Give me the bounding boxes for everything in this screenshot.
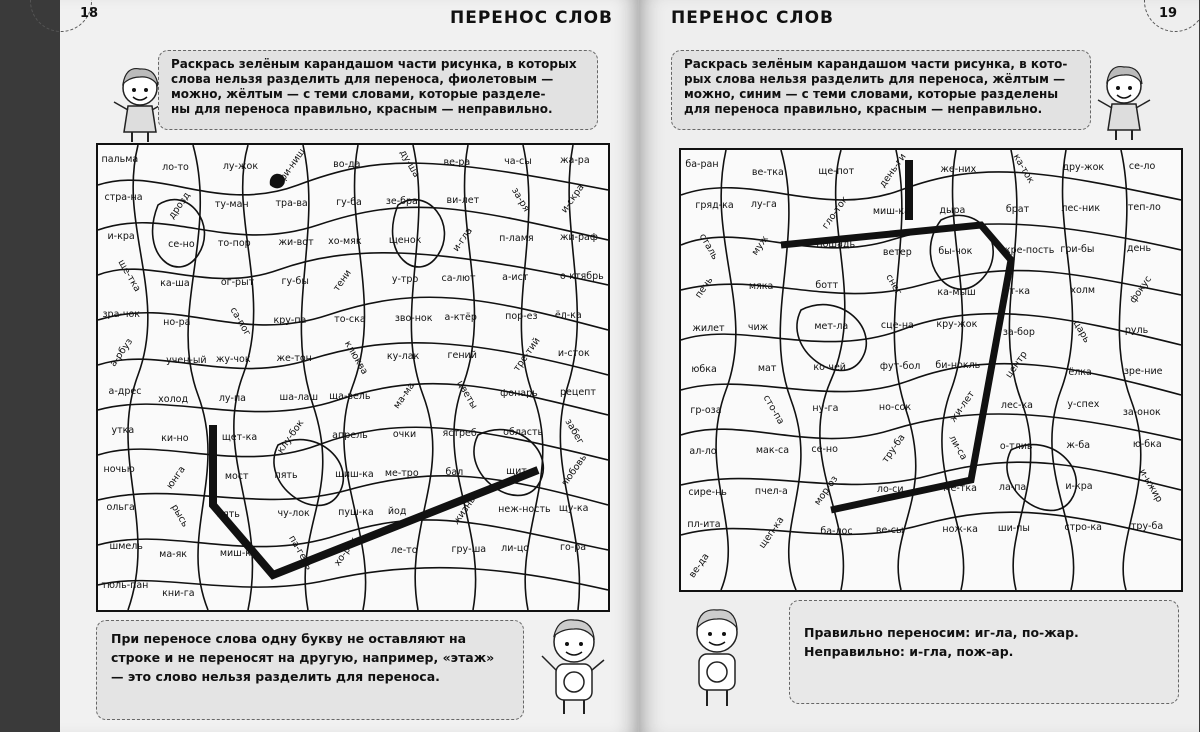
puzzle-word: же-тон xyxy=(276,353,312,365)
puzzle-word: пальма xyxy=(101,153,139,165)
puzzle-word: се-но xyxy=(811,444,838,455)
puzzle-word: ут-ка xyxy=(1003,286,1031,297)
puzzle-word: дрозд xyxy=(166,190,193,222)
puzzle-word: о-ктябрь xyxy=(560,270,604,282)
girl-with-sign-illustration-icon xyxy=(681,602,753,712)
puzzle-word: ко-чей xyxy=(813,362,846,373)
puzzle-word: холод xyxy=(158,394,189,406)
puzzle-word: ве-да xyxy=(687,551,712,581)
puzzle-word: а-дрес xyxy=(108,386,142,398)
puzzle-word: ёлка xyxy=(1068,367,1092,378)
puzzle-word: гу-ба xyxy=(336,197,362,209)
puzzle-word: жи-лет xyxy=(948,388,978,425)
puzzle-word: ма-як xyxy=(159,549,188,561)
puzzle-word: ло-си xyxy=(876,484,904,495)
puzzle-word: то-пор xyxy=(217,238,251,250)
coloring-puzzle xyxy=(679,148,1183,592)
puzzle-word: ка-ша xyxy=(160,277,190,289)
puzzle-word: за-онок xyxy=(1122,407,1161,418)
puzzle-word: ну-га xyxy=(812,403,839,414)
puzzle-word: о-тлив xyxy=(999,441,1033,452)
task-line: для переноса правильно, красным — неправильно. xyxy=(684,102,1043,116)
puzzle-word: руль xyxy=(1124,325,1149,336)
puzzle-word: и-скра xyxy=(558,182,587,216)
note-correct: Правильно переносим: иг-ла, по-жар. xyxy=(804,625,1079,640)
puzzle-word: у-спех xyxy=(1067,399,1100,410)
puzzle-word: ша-лаш xyxy=(279,392,319,404)
puzzle-word: ту-ман xyxy=(214,199,249,211)
puzzle-word: щу-ка xyxy=(558,503,589,515)
puzzle-word: ши-пы xyxy=(997,523,1030,534)
puzzle-word: и-нжир xyxy=(1136,467,1165,505)
puzzle-word: миш-ка xyxy=(219,548,257,560)
puzzle-word: но-сок xyxy=(878,402,912,413)
puzzle-word: щит xyxy=(506,465,527,477)
puzzle-word: а-ист xyxy=(502,271,529,283)
puzzle-word: ветер xyxy=(882,247,912,258)
puzzle-word: тра-ва xyxy=(275,198,308,210)
puzzle-word: ка-мыш xyxy=(937,287,976,298)
puzzle-word: центр xyxy=(1003,349,1030,381)
puzzle-word: гр-оза xyxy=(690,405,722,416)
girl-illustration-icon xyxy=(1094,62,1154,144)
puzzle-word: лес-ник xyxy=(1061,203,1101,214)
puzzle-word: холм xyxy=(1070,285,1096,296)
puzzle-word: лес-ка xyxy=(1000,400,1034,411)
puzzle-word: цветы xyxy=(453,378,479,411)
puzzle-word: клу-бок xyxy=(274,417,306,456)
puzzle-word: щет-ка xyxy=(221,431,258,443)
puzzle-word: неж-ность xyxy=(498,504,551,516)
puzzle-word: день xyxy=(1126,243,1152,254)
puzzle-word: зво-нок xyxy=(394,312,433,324)
task-instruction xyxy=(158,50,598,130)
task-line: Раскрась зелёным карандашом части рисунка, в которых xyxy=(171,57,577,71)
puzzle-lines xyxy=(681,150,1181,590)
left-page xyxy=(60,0,639,732)
puzzle-word: и-кра xyxy=(1065,481,1093,492)
puzzle-word: печь xyxy=(693,275,716,301)
page-title: ПЕРЕНОС СЛОВ xyxy=(450,8,613,28)
puzzle-word: царь xyxy=(1071,318,1093,345)
puzzle-word: муж xyxy=(749,233,771,258)
puzzle-word: йод xyxy=(387,506,407,518)
puzzle-word: кре-пость xyxy=(1004,245,1055,256)
puzzle-word: шмель xyxy=(109,541,143,553)
puzzle-word: хо-мяк xyxy=(328,236,362,248)
puzzle-word: пять xyxy=(274,469,298,481)
puzzle-word: са-пог xyxy=(227,304,253,338)
puzzle-word: очки xyxy=(392,428,417,440)
task-line: Раскрась зелёным карандашом части рисунка, в кото- xyxy=(684,57,1068,71)
puzzle-word: ве-сы xyxy=(875,525,904,536)
puzzle-word: жа-ра xyxy=(560,154,590,166)
puzzle-word: лу-жок xyxy=(222,160,259,172)
puzzle-word: юнга xyxy=(164,463,188,491)
puzzle-word: мяка xyxy=(748,281,774,292)
puzzle-word: тюль-пан xyxy=(101,579,149,591)
puzzle-word: ястреб xyxy=(442,427,477,439)
puzzle-word: пчел-а xyxy=(754,486,788,497)
puzzle-word: во-да xyxy=(333,158,361,170)
puzzle-word: у-тро xyxy=(391,273,419,285)
puzzle-word: юбка xyxy=(691,364,717,375)
puzzle-word: снег xyxy=(883,272,904,298)
puzzle-word: кру-па xyxy=(273,314,307,326)
puzzle-word: пор-ез xyxy=(505,310,538,322)
note-incorrect: Неправильно: и-гла, пож-ар. xyxy=(804,644,1014,659)
puzzle-word: то-ска xyxy=(334,313,366,325)
puzzle-word: гри-бы xyxy=(1060,244,1095,255)
puzzle-word: гряд-ка xyxy=(695,200,734,211)
puzzle-word: ли-са xyxy=(946,433,970,463)
puzzle-word: гло-ток xyxy=(820,194,851,232)
puzzle-word: и-сток xyxy=(557,348,590,360)
puzzle-word: кру-жок xyxy=(936,319,978,330)
puzzle-word: пуш-ка xyxy=(338,507,374,519)
puzzle-word: ал-ло xyxy=(689,446,717,457)
puzzle-word: любовь xyxy=(558,451,589,489)
puzzle-word: утка xyxy=(111,424,135,436)
puzzle-word: тру-ба xyxy=(1130,521,1164,532)
task-instruction xyxy=(671,50,1091,130)
puzzle-word: сце-на xyxy=(880,320,914,331)
puzzle-word: ночью xyxy=(103,463,135,475)
puzzle-word: лу-га xyxy=(750,199,777,210)
puzzle-word: се-ло xyxy=(1128,161,1156,172)
puzzle-word: мат xyxy=(757,363,777,374)
puzzle-word: рысь xyxy=(168,502,191,530)
puzzle-word: се-но xyxy=(168,239,195,251)
puzzle-word: ще-тка xyxy=(115,257,143,294)
puzzle-word: жилет xyxy=(692,323,725,334)
puzzle-word: учен-ый xyxy=(166,355,207,367)
puzzle-word: тру-ба xyxy=(879,432,908,466)
puzzle-word: ки-но xyxy=(161,432,189,444)
puzzle-word: фи-ниш xyxy=(275,146,308,185)
puzzle-word: жу-чок xyxy=(215,354,251,366)
rule-note xyxy=(789,600,1179,704)
puzzle-word: же-них xyxy=(940,164,977,175)
puzzle-word: ка-ток xyxy=(1010,152,1037,186)
puzzle-word: ку-лак xyxy=(386,351,420,363)
puzzle-word: зра-чок xyxy=(102,308,140,320)
puzzle-word: п-ламя xyxy=(499,233,534,245)
puzzle-word: ща-вель xyxy=(329,391,371,403)
puzzle-word: ло-то xyxy=(162,161,189,173)
puzzle-word: жи-вот xyxy=(278,237,314,249)
puzzle-word: и-кра xyxy=(107,231,135,243)
rule-note: При переносе слова одну букву не оставляют на строке и не переносят на другую, например, «этаж» — это слово нельзя разделить для переноса. xyxy=(96,620,524,720)
puzzle-word: мак-са xyxy=(755,445,790,456)
puzzle-word: жи-раф xyxy=(559,232,598,244)
puzzle-word: ёл-ка xyxy=(554,309,582,321)
puzzle-word: ме-тро xyxy=(384,467,419,479)
puzzle-word: ве-ра xyxy=(443,156,471,168)
boy-illustration-icon xyxy=(538,612,610,720)
puzzle-word: клюква xyxy=(342,339,371,377)
puzzle-word: фонарь xyxy=(500,388,538,400)
puzzle-word: ботт xyxy=(815,280,839,291)
puzzle-word: щенок xyxy=(388,235,422,247)
puzzle-word: ба-лос xyxy=(820,526,853,537)
puzzle-word: но-ра xyxy=(163,316,191,328)
puzzle-word: са-лют xyxy=(441,272,476,284)
puzzle-word: лу-па xyxy=(218,393,246,405)
task-line: можно, жёлтым — с теми словами, которые разделе- xyxy=(171,87,546,101)
puzzle-word: жизнь xyxy=(450,494,478,528)
puzzle-word: сталь xyxy=(697,231,721,262)
puzzle-word: брат xyxy=(1005,204,1030,215)
puzzle-word: ду-ша xyxy=(397,147,422,180)
puzzle-word: стро-ка xyxy=(1064,522,1102,533)
puzzle-word: гений xyxy=(447,350,477,362)
puzzle-word: сире-нь xyxy=(688,487,727,498)
puzzle-word: фут-бол xyxy=(879,361,921,372)
puzzle-word: миш-ка xyxy=(872,206,910,217)
puzzle-word: ле-то xyxy=(390,545,418,557)
right-page xyxy=(639,0,1199,732)
puzzle-word: ще-пот xyxy=(818,166,855,177)
puzzle-word: дру-жок xyxy=(1062,162,1105,173)
puzzle-word: мор-оз xyxy=(812,473,841,508)
puzzle-word: ю-бка xyxy=(1132,439,1162,450)
puzzle-word: фокус xyxy=(1127,274,1154,306)
puzzle-word: ба-ран xyxy=(685,159,719,170)
puzzle-word: гру-ша xyxy=(451,544,487,556)
task-line: рых слова нельзя разделить для переноса, жёлтым — xyxy=(684,72,1066,86)
puzzle-word: бал xyxy=(445,466,464,478)
puzzle-word: сто-па xyxy=(760,393,787,427)
puzzle-word: и-гла xyxy=(450,225,475,254)
task-line: можно, синим — с теми словами, которые разделены xyxy=(684,87,1059,101)
puzzle-word: день-ги xyxy=(877,151,909,190)
puzzle-word: го-ра xyxy=(560,542,587,554)
puzzle-word: кни-га xyxy=(162,587,195,599)
puzzle-word: мост xyxy=(224,470,249,482)
puzzle-word: стра-на xyxy=(104,192,143,204)
puzzle-word: рецепт xyxy=(560,387,596,399)
puzzle-word: ча-сы xyxy=(504,155,532,167)
puzzle-word: зре-ние xyxy=(1123,366,1163,377)
puzzle-word: тре-тий xyxy=(511,336,543,375)
puzzle-word: ме-тка xyxy=(943,483,977,494)
puzzle-word: ви-лет xyxy=(446,195,480,207)
puzzle-word: за-ря xyxy=(509,186,532,215)
puzzle-word: бы-чок xyxy=(938,246,973,257)
task-line: слова нельзя разделить для переноса, фиолетовым — xyxy=(171,72,554,86)
puzzle-word: шиш-ка xyxy=(335,468,374,480)
puzzle-word: па-герь xyxy=(285,533,315,572)
puzzle-word: чиж xyxy=(747,322,769,333)
puzzle-word: мет-ла xyxy=(814,321,849,332)
puzzle-word: за-бор xyxy=(1002,327,1035,338)
puzzle-word: дыра xyxy=(939,205,966,216)
puzzle-word: область xyxy=(503,426,544,438)
puzzle-word: ольга xyxy=(106,502,135,514)
puzzle-word: ж-ба xyxy=(1066,440,1091,451)
puzzle-word: апрель xyxy=(332,429,368,441)
puzzle-word: а-ктёр xyxy=(444,311,477,323)
puzzle-word: щеп-ка xyxy=(756,514,787,551)
puzzle-word: чу-лок xyxy=(277,508,310,520)
puzzle-word: а-рбуз xyxy=(107,336,135,370)
open-book xyxy=(40,0,1190,732)
coloring-puzzle xyxy=(96,143,610,612)
task-line: ны для переноса правильно, красным — неправильно. xyxy=(171,102,553,116)
puzzle-word: тени xyxy=(331,267,354,294)
puzzle-word: ве-тка xyxy=(751,167,784,178)
puzzle-word: забег xyxy=(562,416,586,447)
puzzle-word: хо-рек xyxy=(332,535,360,569)
puzzle-word: теп-ло xyxy=(1127,202,1161,213)
puzzle-word: нож-ка xyxy=(942,524,978,535)
page-number: 18 xyxy=(80,6,99,21)
page-title: ПЕРЕНОС СЛОВ xyxy=(671,8,834,28)
puzzle-word: зе-бра xyxy=(385,196,418,208)
puzzle-word: пошадь xyxy=(816,239,856,250)
puzzle-word: пл-ита xyxy=(687,519,721,530)
puzzle-word: гу-бы xyxy=(281,275,309,287)
puzzle-word: пять xyxy=(216,509,240,521)
puzzle-word: би-нокль xyxy=(935,360,981,371)
puzzle-word: ла-па xyxy=(998,482,1027,493)
puzzle-word: ог-рыт xyxy=(220,276,255,288)
puzzle-word: ли-цо xyxy=(501,543,530,555)
puzzle-word: ма-ма xyxy=(391,380,418,411)
page-number: 19 xyxy=(1159,6,1178,21)
